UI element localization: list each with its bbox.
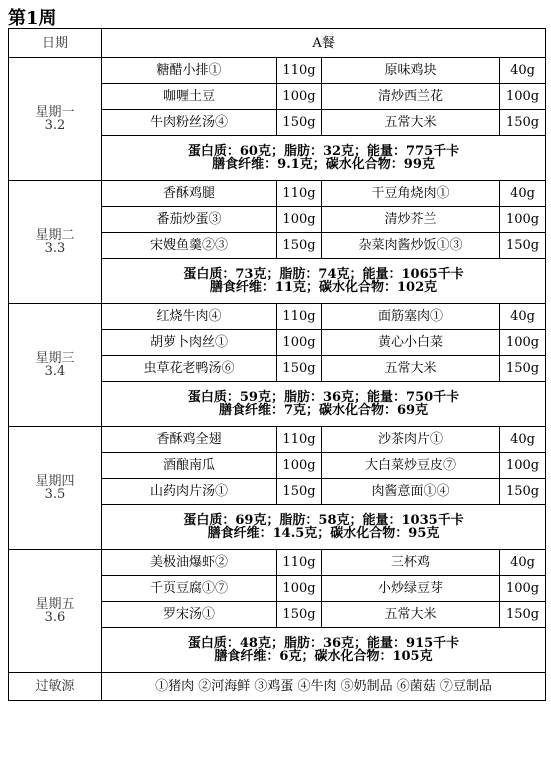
dish-weight: 100g bbox=[500, 453, 546, 479]
day-name: 星期三 bbox=[35, 351, 75, 366]
dish-name: 清炒西兰花 bbox=[322, 84, 500, 110]
dish-name: 山药肉片汤① bbox=[102, 479, 277, 505]
dish-weight: 150g bbox=[277, 479, 322, 505]
day-date: 3.2 bbox=[44, 118, 66, 133]
dish-name: 肉酱意面①④ bbox=[322, 479, 500, 505]
dish-name: 美极油爆虾② bbox=[102, 550, 277, 576]
dish-weight: 150g bbox=[500, 602, 546, 628]
allergen-list: ①猪肉 ②河海鲜 ③鸡蛋 ④牛肉 ⑤奶制品 ⑥菌菇 ⑦豆制品 bbox=[102, 673, 546, 701]
dish-name: 杂菜肉酱炒饭①③ bbox=[322, 233, 500, 259]
nutrition-line: 膳食纤维：6克；碳水化合物：105克 bbox=[214, 649, 433, 664]
nutrition-summary bbox=[102, 628, 546, 673]
dish-weight: 110g bbox=[277, 181, 322, 207]
nutrition-line: 膳食纤维：14.5克；碳水化合物：95克 bbox=[207, 526, 440, 541]
page-title: 第1周 bbox=[8, 8, 57, 29]
dish-weight: 40g bbox=[500, 181, 546, 207]
dish-name: 虫草花老鸭汤⑥ bbox=[102, 356, 277, 382]
day-name: 星期五 bbox=[35, 597, 75, 612]
day-cell bbox=[9, 304, 102, 427]
dish-name: 沙茶肉片① bbox=[322, 427, 500, 453]
nutrition-line: 蛋白质：59克；脂肪：36克；能量：750千卡 bbox=[187, 390, 460, 405]
day-cell bbox=[9, 58, 102, 181]
dish-name: 番茄炒蛋③ bbox=[102, 207, 277, 233]
day-cell bbox=[9, 427, 102, 550]
menu-table bbox=[8, 28, 546, 701]
dish-weight: 100g bbox=[500, 207, 546, 233]
dish-weight: 40g bbox=[500, 304, 546, 330]
dish-name: 酒酿南瓜 bbox=[102, 453, 277, 479]
dish-weight: 40g bbox=[500, 427, 546, 453]
nutrition-line: 膳食纤维：9.1克；碳水化合物：99克 bbox=[212, 157, 435, 172]
dish-name: 面筋塞肉① bbox=[322, 304, 500, 330]
dish-name: 黄心小白菜 bbox=[322, 330, 500, 356]
nutrition-line: 膳食纤维：11克；碳水化合物：102克 bbox=[209, 280, 438, 295]
dish-weight: 150g bbox=[277, 602, 322, 628]
day-name: 星期二 bbox=[35, 228, 75, 243]
dish-weight: 150g bbox=[500, 479, 546, 505]
dish-name: 香酥鸡腿 bbox=[102, 181, 277, 207]
nutrition-summary bbox=[102, 259, 546, 304]
day-date: 3.6 bbox=[44, 610, 66, 625]
nutrition-line: 蛋白质：69克；脂肪：58克；能量：1035千卡 bbox=[183, 513, 464, 528]
dish-weight: 110g bbox=[277, 427, 322, 453]
dish-weight: 100g bbox=[277, 84, 322, 110]
dish-name: 千页豆腐①⑦ bbox=[102, 576, 277, 602]
dish-weight: 100g bbox=[277, 330, 322, 356]
dish-name: 宋嫂鱼羹②③ bbox=[102, 233, 277, 259]
dish-name: 大白菜炒豆皮⑦ bbox=[322, 453, 500, 479]
nutrition-line: 蛋白质：73克；脂肪：74克；能量：1065千卡 bbox=[183, 267, 464, 282]
dish-name: 五常大米 bbox=[322, 110, 500, 136]
dish-name: 清炒芥兰 bbox=[322, 207, 500, 233]
day-cell bbox=[9, 181, 102, 304]
dish-weight: 150g bbox=[277, 356, 322, 382]
day-cell bbox=[9, 550, 102, 673]
dish-name: 干豆角烧肉① bbox=[322, 181, 500, 207]
nutrition-line: 蛋白质：48克；脂肪：36克；能量：915千卡 bbox=[187, 636, 460, 651]
day-date: 3.5 bbox=[44, 487, 66, 502]
allergen-row bbox=[9, 673, 546, 701]
dish-name: 五常大米 bbox=[322, 356, 500, 382]
dish-name: 糖醋小排① bbox=[102, 58, 277, 84]
dish-name: 小炒绿豆芽 bbox=[322, 576, 500, 602]
nutrition-summary bbox=[102, 505, 546, 550]
dish-name: 咖喱土豆 bbox=[102, 84, 277, 110]
day-name: 星期四 bbox=[35, 474, 75, 489]
menu-body bbox=[9, 58, 546, 673]
meal-column-header: A餐 bbox=[102, 29, 546, 58]
dish-weight: 100g bbox=[500, 84, 546, 110]
dish-weight: 150g bbox=[500, 356, 546, 382]
allergen-label: 过敏源 bbox=[9, 673, 102, 701]
nutrition-line: 膳食纤维：7克；碳水化合物：69克 bbox=[218, 403, 429, 418]
dish-weight: 100g bbox=[277, 576, 322, 602]
dish-weight: 40g bbox=[500, 58, 546, 84]
dish-name: 牛肉粉丝汤④ bbox=[102, 110, 277, 136]
dish-row bbox=[9, 427, 546, 453]
day-name: 星期一 bbox=[35, 105, 75, 120]
dish-row bbox=[9, 181, 546, 207]
dish-row bbox=[9, 58, 546, 84]
nutrition-line: 蛋白质：60克；脂肪：32克；能量：775千卡 bbox=[187, 144, 460, 159]
dish-name: 原味鸡块 bbox=[322, 58, 500, 84]
dish-name: 香酥鸡全翅 bbox=[102, 427, 277, 453]
dish-weight: 150g bbox=[500, 110, 546, 136]
date-column-header: 日期 bbox=[9, 29, 102, 58]
dish-weight: 100g bbox=[277, 453, 322, 479]
dish-row bbox=[9, 550, 546, 576]
dish-name: 胡萝卜肉丝① bbox=[102, 330, 277, 356]
nutrition-summary bbox=[102, 382, 546, 427]
dish-weight: 110g bbox=[277, 58, 322, 84]
dish-weight: 110g bbox=[277, 304, 322, 330]
dish-weight: 150g bbox=[277, 110, 322, 136]
dish-weight: 100g bbox=[277, 207, 322, 233]
dish-name: 三杯鸡 bbox=[322, 550, 500, 576]
dish-weight: 100g bbox=[500, 330, 546, 356]
dish-name: 五常大米 bbox=[322, 602, 500, 628]
dish-weight: 150g bbox=[500, 233, 546, 259]
dish-name: 罗宋汤① bbox=[102, 602, 277, 628]
nutrition-summary bbox=[102, 136, 546, 181]
day-date: 3.3 bbox=[44, 241, 66, 256]
dish-name: 红烧牛肉④ bbox=[102, 304, 277, 330]
day-date: 3.4 bbox=[44, 364, 66, 379]
dish-weight: 110g bbox=[277, 550, 322, 576]
header-row bbox=[9, 29, 546, 58]
dish-weight: 40g bbox=[500, 550, 546, 576]
dish-row bbox=[9, 304, 546, 330]
dish-weight: 100g bbox=[500, 576, 546, 602]
dish-weight: 150g bbox=[277, 233, 322, 259]
